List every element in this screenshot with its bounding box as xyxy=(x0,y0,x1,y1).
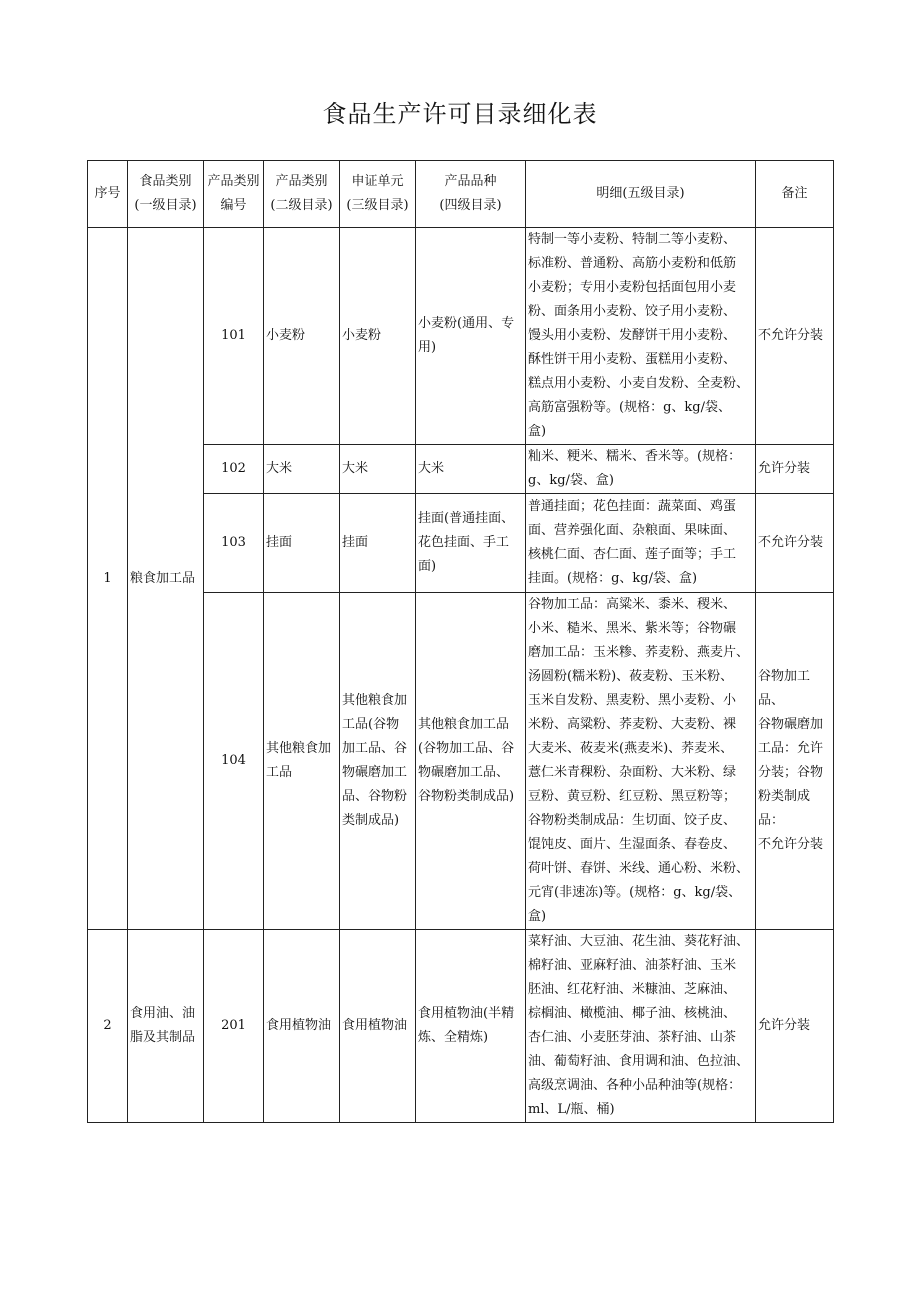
code-cell: 104 xyxy=(204,593,264,930)
details-cell: 普通挂面；花色挂面：蔬菜面、鸡蛋 面、营养强化面、杂粮面、果味面、 核桃仁面、杏仁面、莲子面等；手工 挂面。(规格：g、kg/袋、盒) xyxy=(526,494,756,593)
food-category-cell: 粮食加工品 xyxy=(128,228,204,930)
seq-cell: 1 xyxy=(88,228,128,930)
cert-unit-cell: 其他粮食加 工品(谷物 加工品、谷 物碾磨加工 品、谷物粉 类制成品) xyxy=(340,593,416,930)
header-product-variety: 产品品种 (四级目录) xyxy=(416,161,526,228)
product-variety-cell: 小麦粉(通用、专 用) xyxy=(416,228,526,445)
cert-unit-cell: 挂面 xyxy=(340,494,416,593)
remarks-cell: 谷物加工品、 谷物碾磨加 工品：允许 分装；谷物 粉类制成品： 不允许分装 xyxy=(756,593,834,930)
seq-cell: 2 xyxy=(88,930,128,1123)
header-details: 明细(五级目录) xyxy=(526,161,756,228)
product-variety-cell: 食用植物油(半精 炼、全精炼) xyxy=(416,930,526,1123)
header-remarks: 备注 xyxy=(756,161,834,228)
code-cell: 201 xyxy=(204,930,264,1123)
cert-unit-cell: 食用植物油 xyxy=(340,930,416,1123)
header-cert-unit: 申证单元 (三级目录) xyxy=(340,161,416,228)
header-seq: 序号 xyxy=(88,161,128,228)
product-category-cell: 小麦粉 xyxy=(264,228,340,445)
code-cell: 101 xyxy=(204,228,264,445)
product-category-cell: 食用植物油 xyxy=(264,930,340,1123)
product-variety-cell: 大米 xyxy=(416,445,526,494)
code-cell: 102 xyxy=(204,445,264,494)
product-variety-cell: 挂面(普通挂面、 花色挂面、手工 面) xyxy=(416,494,526,593)
product-category-cell: 挂面 xyxy=(264,494,340,593)
table-row xyxy=(88,228,834,445)
product-category-cell: 大米 xyxy=(264,445,340,494)
cert-unit-cell: 大米 xyxy=(340,445,416,494)
product-variety-cell: 其他粮食加工品 (谷物加工品、谷 物碾磨加工品、 谷物粉类制成品) xyxy=(416,593,526,930)
product-category-cell: 其他粮食加 工品 xyxy=(264,593,340,930)
remarks-cell: 允许分装 xyxy=(756,930,834,1123)
table-row xyxy=(88,930,834,1123)
details-cell: 谷物加工品：高粱米、黍米、稷米、 小米、糙米、黑米、紫米等；谷物碾 磨加工品：玉米糁、荞麦粉、燕麦片、 汤圆粉(糯米粉)、莜麦粉、玉米粉、 玉米自发粉、黑麦粉、黑小麦粉、小 米粉、高粱粉、荞麦粉、大麦粉、裸 大麦米、莜麦米(燕麦米)、荞麦米、 薏仁米青稞粉、杂面粉、大米粉、绿 豆粉、黄豆粉、红豆粉、黑豆粉等； 谷物粉类制成品：生切面、饺子皮、 馄饨皮、面片、生湿面条、春卷皮、 荷叶饼、春饼、米线、通心粉、米粉、 元宵(非速冻)等。(规格：g、kg/袋、 盒) xyxy=(526,593,756,930)
details-cell: 菜籽油、大豆油、花生油、葵花籽油、 棉籽油、亚麻籽油、油茶籽油、玉米 胚油、红花籽油、米糠油、芝麻油、 棕榈油、橄榄油、椰子油、核桃油、 杏仁油、小麦胚芽油、茶籽油、山茶 油、葡萄籽油、食用调和油、色拉油、 高级烹调油、各种小品种油等(规格： ml、L/瓶、桶) xyxy=(526,930,756,1123)
remarks-cell: 不允许分装 xyxy=(756,228,834,445)
cert-unit-cell: 小麦粉 xyxy=(340,228,416,445)
document-title: 食品生产许可目录细化表 xyxy=(322,100,598,128)
remarks-cell: 允许分装 xyxy=(756,445,834,494)
details-cell: 特制一等小麦粉、特制二等小麦粉、 标准粉、普通粉、高筋小麦粉和低筋 小麦粉；专用小麦粉包括面包用小麦 粉、面条用小麦粉、饺子用小麦粉、 馒头用小麦粉、发酵饼干用小麦粉、 酥性饼干用小麦粉、蛋糕用小麦粉、 糕点用小麦粉、小麦自发粉、全麦粉、 高筋富强粉等。(规格：g、kg/袋、 盒) xyxy=(526,228,756,445)
food-category-cell: 食用油、油 脂及其制品 xyxy=(128,930,204,1123)
table-header-row xyxy=(88,161,834,228)
food-license-catalog-table xyxy=(87,160,834,1123)
header-category-code: 产品类别 编号 xyxy=(204,161,264,228)
code-cell: 103 xyxy=(204,494,264,593)
remarks-cell: 不允许分装 xyxy=(756,494,834,593)
details-cell: 籼米、粳米、糯米、香米等。(规格： g、kg/袋、盒) xyxy=(526,445,756,494)
header-product-category: 产品类别 (二级目录) xyxy=(264,161,340,228)
header-food-category: 食品类别 (一级目录) xyxy=(128,161,204,228)
